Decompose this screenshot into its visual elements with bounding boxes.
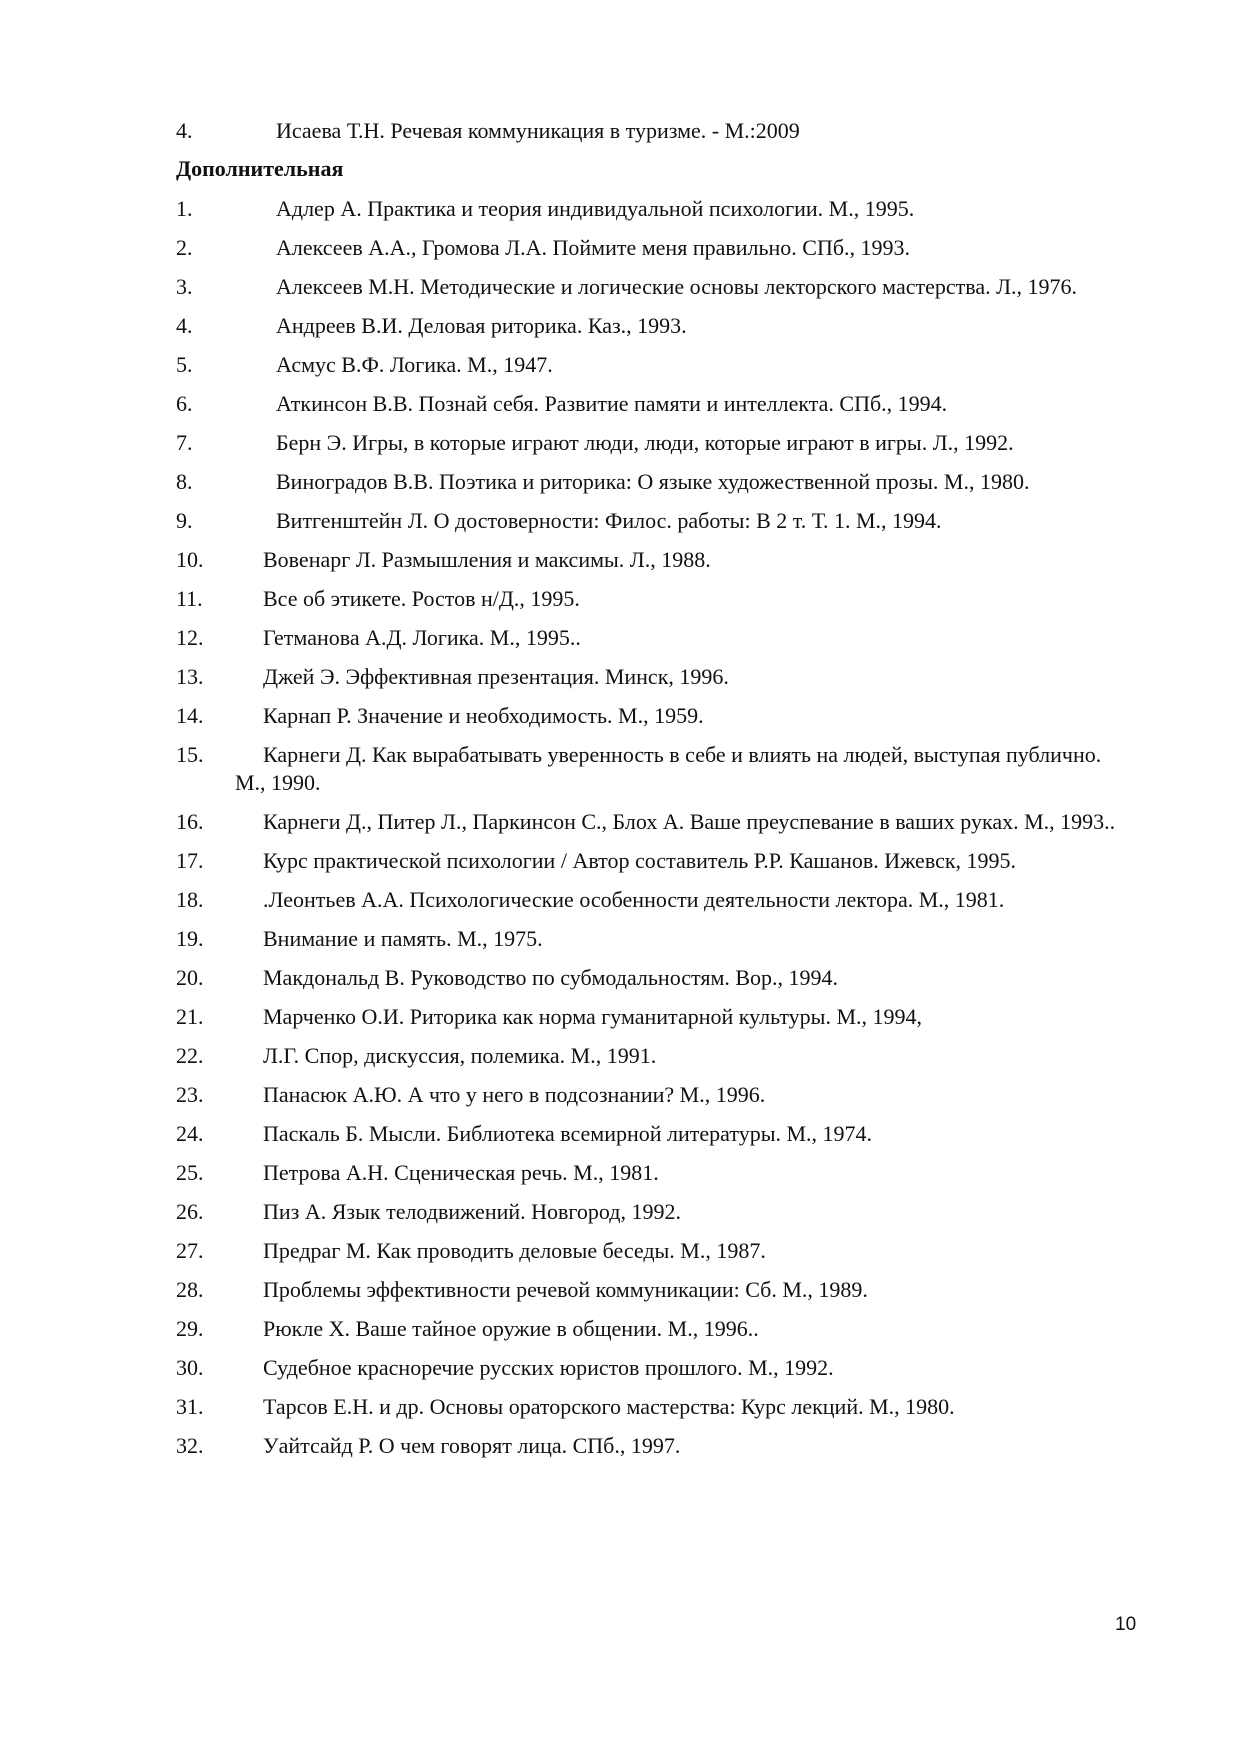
list-item — [176, 234, 1136, 262]
list-item — [176, 1315, 1136, 1343]
item-number: 19. — [176, 926, 204, 951]
item-text: Андреев В.И. Деловая риторика. Каз., 1993. — [276, 313, 687, 338]
item-number: 17. — [176, 848, 204, 873]
item-number: 21. — [176, 1004, 204, 1029]
item-number: 27. — [176, 1238, 204, 1263]
section-title: Дополнительная — [176, 156, 344, 181]
item-text: Карнап Р. Значение и необходимость. М., 1959. — [263, 703, 704, 728]
list-item — [176, 964, 1136, 992]
item-number: 6. — [176, 391, 193, 416]
item-text: Петрова А.Н. Сценическая речь. М., 1981. — [263, 1160, 659, 1185]
item-text: Внимание и память. М., 1975. — [263, 926, 543, 951]
item-number: 32. — [176, 1433, 204, 1458]
list-item — [176, 429, 1136, 457]
item-text: Гетманова А.Д. Логика. М., 1995.. — [263, 625, 581, 650]
item-text: .Леонтьев А.А. Психологические особенности деятельности лектора. М., 1981. — [263, 887, 1005, 912]
item-number: 16. — [176, 809, 204, 834]
item-number: 5. — [176, 352, 193, 377]
item-number: 31. — [176, 1394, 204, 1419]
item-number: 22. — [176, 1043, 204, 1068]
list-item — [176, 1237, 1136, 1265]
item-text: Вовенарг Л. Размышления и максимы. Л., 1988. — [263, 547, 711, 572]
item-text: Пиз А. Язык телодвижений. Новгород, 1992. — [263, 1199, 681, 1224]
item-text: Виноградов В.В. Поэтика и риторика: О языке художественной прозы. М., 1980. — [276, 469, 1030, 494]
item-text: Л.Г. Спор, дискуссия, полемика. М., 1991. — [263, 1043, 657, 1068]
item-text: Витгенштейн Л. О достоверности: Филос. работы: В 2 т. Т. 1. М., 1994. — [276, 508, 942, 533]
list-item — [176, 546, 1136, 574]
list-item — [176, 1276, 1136, 1304]
item-text: Марченко О.И. Риторика как норма гуманитарной культуры. М., 1994, — [263, 1004, 923, 1029]
item-text: Берн Э. Игры, в которые играют люди, люди, которые играют в игры. Л., 1992. — [276, 430, 1014, 455]
item-number: 25. — [176, 1160, 204, 1185]
item-number: 26. — [176, 1199, 204, 1224]
list-item — [176, 195, 1136, 223]
list-item — [176, 351, 1136, 379]
list-item — [176, 1081, 1136, 1109]
list-item — [176, 847, 1136, 875]
item-text: Джей Э. Эффективная презентация. Минск, 1996. — [263, 664, 729, 689]
list-item — [176, 624, 1136, 652]
item-text: Паскаль Б. Мысли. Библиотека всемирной литературы. М., 1974. — [263, 1121, 873, 1146]
item-number: 3. — [176, 274, 193, 299]
item-text: Исаева Т.Н. Речевая коммуникация в туризме. - М.:2009 — [276, 118, 800, 143]
list-item — [176, 702, 1136, 730]
item-number: 4. — [176, 118, 193, 143]
list-item — [176, 925, 1136, 953]
list-item — [176, 585, 1136, 613]
item-text: Все об этикете. Ростов н/Д., 1995. — [263, 586, 580, 611]
item-text: Панасюк А.Ю. А что у него в подсознании? М., 1996. — [263, 1082, 766, 1107]
list-item — [176, 273, 1136, 301]
item-number: 28. — [176, 1277, 204, 1302]
list-item — [176, 507, 1136, 535]
list-item — [176, 1159, 1136, 1187]
item-text: Аткинсон В.В. Познай себя. Развитие памяти и интеллекта. СПб., 1994. — [276, 391, 948, 416]
item-text: Рюкле Х. Ваше тайное оружие в общении. М., 1996.. — [263, 1316, 759, 1341]
item-number: 18. — [176, 887, 204, 912]
list-item — [176, 1393, 1136, 1421]
item-number: 24. — [176, 1121, 204, 1146]
item-number: 9. — [176, 508, 193, 533]
item-text: Карнеги Д., Питер Л., Паркинсон С., Блох А. Ваше преуспевание в ваших руках. М., 1993.. — [263, 809, 1116, 834]
list-item — [176, 663, 1136, 691]
item-text: Карнеги Д. Как вырабатывать уверенность в себе и влиять на людей, выступая публично. М., 1990. — [235, 742, 1102, 795]
item-number: 12. — [176, 625, 204, 650]
list-item — [176, 1354, 1136, 1382]
item-number: 11. — [176, 586, 203, 611]
list-item — [176, 886, 1136, 914]
item-text: Асмус В.Ф. Логика. М., 1947. — [276, 352, 553, 377]
item-number: 10. — [176, 547, 204, 572]
item-text: Уайтсайд Р. О чем говорят лица. СПб., 1997. — [263, 1433, 681, 1458]
list-item — [176, 808, 1136, 836]
list-item — [176, 741, 1136, 797]
item-number: 14. — [176, 703, 204, 728]
list-item — [176, 1198, 1136, 1226]
bibliography — [176, 117, 1136, 1471]
item-text: Адлер А. Практика и теория индивидуальной психологии. М., 1995. — [276, 196, 915, 221]
list-item — [176, 1003, 1136, 1031]
item-number: 20. — [176, 965, 204, 990]
item-text: Макдональд В. Руководство по субмодальностям. Вор., 1994. — [263, 965, 839, 990]
item-number: 7. — [176, 430, 193, 455]
item-text: Проблемы эффективности речевой коммуникации: Сб. М., 1989. — [263, 1277, 868, 1302]
item-number: 2. — [176, 235, 193, 260]
list-item — [176, 312, 1136, 340]
item-number: 15. — [176, 742, 204, 767]
item-number: 13. — [176, 664, 204, 689]
item-number: 1. — [176, 196, 193, 221]
item-text: Алексеев А.А., Громова Л.А. Поймите меня правильно. СПб., 1993. — [276, 235, 911, 260]
item-text: Алексеев М.Н. Методические и логические основы лекторского мастерства. Л., 1976. — [276, 274, 1078, 299]
list-item — [176, 1120, 1136, 1148]
item-text: Судебное красноречие русских юристов прошлого. М., 1992. — [263, 1355, 834, 1380]
list-item — [176, 1042, 1136, 1070]
item-number: 4. — [176, 313, 193, 338]
item-text: Предраг М. Как проводить деловые беседы. М., 1987. — [263, 1238, 766, 1263]
list-item — [176, 468, 1136, 496]
main-list-item-4 — [176, 117, 1136, 145]
item-text: Курс практической психологии / Автор составитель Р.Р. Кашанов. Ижевск, 1995. — [263, 848, 1017, 873]
page-number: 10 — [1115, 1614, 1137, 1635]
item-number: 8. — [176, 469, 193, 494]
list-item — [176, 1432, 1136, 1460]
list-item — [176, 390, 1136, 418]
item-text: Тарсов Е.Н. и др. Основы ораторского мастерства: Курс лекций. М., 1980. — [263, 1394, 955, 1419]
item-number: 23. — [176, 1082, 204, 1107]
item-number: 30. — [176, 1355, 204, 1380]
item-number: 29. — [176, 1316, 204, 1341]
